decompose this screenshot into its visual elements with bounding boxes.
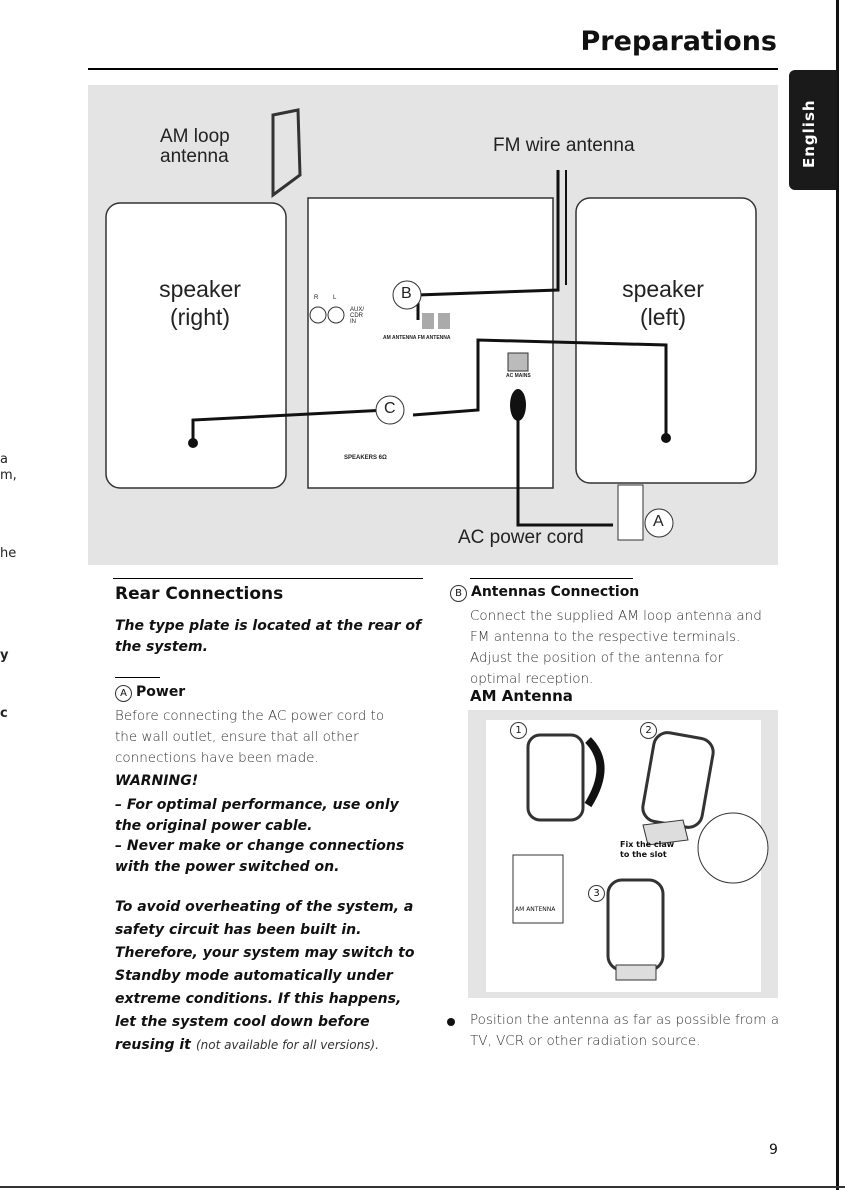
claw-label: Fix the claw to the slot bbox=[620, 840, 675, 859]
ac-power-cord-label: AC power cord bbox=[458, 527, 584, 548]
am-antenna-terminal-label: AM ANTENNA bbox=[515, 906, 556, 913]
antennas-title: Antennas Connection bbox=[471, 584, 640, 600]
step-3: 3 bbox=[588, 885, 609, 902]
step-1: 1 bbox=[510, 722, 531, 739]
margin-fragment: a bbox=[0, 452, 8, 467]
margin-fragment: c bbox=[0, 706, 8, 721]
marker-a-icon: A bbox=[115, 685, 132, 702]
language-tab bbox=[789, 70, 837, 190]
page-number: 9 bbox=[769, 1142, 778, 1158]
marker-b-icon: B bbox=[450, 585, 467, 602]
overheating-text: To avoid overheating of the system, a safety circuit has been built in. Therefore, your system may switch to Standby mode automatically under extreme conditions. If this happens, let the system cool down before reusing it bbox=[115, 899, 415, 1053]
page-title: Preparations bbox=[580, 26, 777, 57]
margin-fragment: m, bbox=[0, 468, 17, 483]
speaker-left-label: speaker (left) bbox=[622, 276, 704, 330]
warning-2: – Never make or change connections with the power switched on. bbox=[115, 838, 405, 875]
marker-b: B bbox=[401, 285, 412, 302]
l-label: L bbox=[333, 295, 337, 301]
r-label: R bbox=[314, 295, 319, 301]
rear-connections-title: Rear Connections bbox=[115, 584, 284, 604]
versions-note: (not available for all versions). bbox=[195, 1038, 379, 1052]
speaker-right-label: speaker (right) bbox=[159, 276, 241, 330]
warning-1: – For optimal performance, use only the original power cable. bbox=[115, 797, 399, 834]
antennas-heading bbox=[450, 584, 639, 602]
am-antenna-title: AM Antenna bbox=[470, 687, 573, 705]
bullet-icon bbox=[447, 1018, 455, 1026]
marker-a: A bbox=[653, 513, 664, 530]
fm-wire-label: FM wire antenna bbox=[493, 135, 635, 156]
step-2: 2 bbox=[640, 722, 661, 739]
warning-heading: WARNING! bbox=[115, 773, 199, 789]
rear-connections-diagram bbox=[88, 85, 778, 565]
ac-mains-label: AC MAINS bbox=[506, 373, 531, 379]
margin-fragment: he bbox=[0, 546, 17, 561]
am-antenna-illustration bbox=[468, 710, 778, 998]
title-rule bbox=[88, 68, 778, 70]
power-text: Before connecting the AC power cord to the wall outlet, ensure that all other connections have been made. bbox=[115, 708, 385, 766]
power-rule bbox=[115, 677, 160, 678]
type-plate-note: The type plate is located at the rear of the system. bbox=[115, 618, 422, 655]
antenna-position-tip: Position the antenna as far as possible from a TV, VCR or other radiation source. bbox=[470, 1012, 780, 1049]
antenna-terminals-label: AM ANTENNA FM ANTENNA bbox=[383, 335, 451, 341]
marker-c: C bbox=[384, 400, 396, 417]
power-title: Power bbox=[136, 684, 186, 700]
speakers-label: SPEAKERS 6Ω bbox=[344, 455, 387, 461]
aux-label: AUX/ CDR IN bbox=[350, 307, 365, 325]
am-loop-label: AM loop antenna bbox=[160, 126, 230, 167]
section-rule bbox=[113, 578, 423, 579]
margin-fragment: y bbox=[0, 648, 9, 663]
antennas-rule bbox=[470, 578, 633, 579]
bottom-rule bbox=[0, 1186, 845, 1188]
antennas-text: Connect the supplied AM loop antenna and FM antenna to the respective terminals. Adjust the position of the antenna for optimal reception. bbox=[470, 608, 762, 687]
overheating-note bbox=[115, 895, 425, 1056]
power-heading bbox=[115, 684, 185, 702]
language-tab-label: English bbox=[800, 99, 818, 168]
